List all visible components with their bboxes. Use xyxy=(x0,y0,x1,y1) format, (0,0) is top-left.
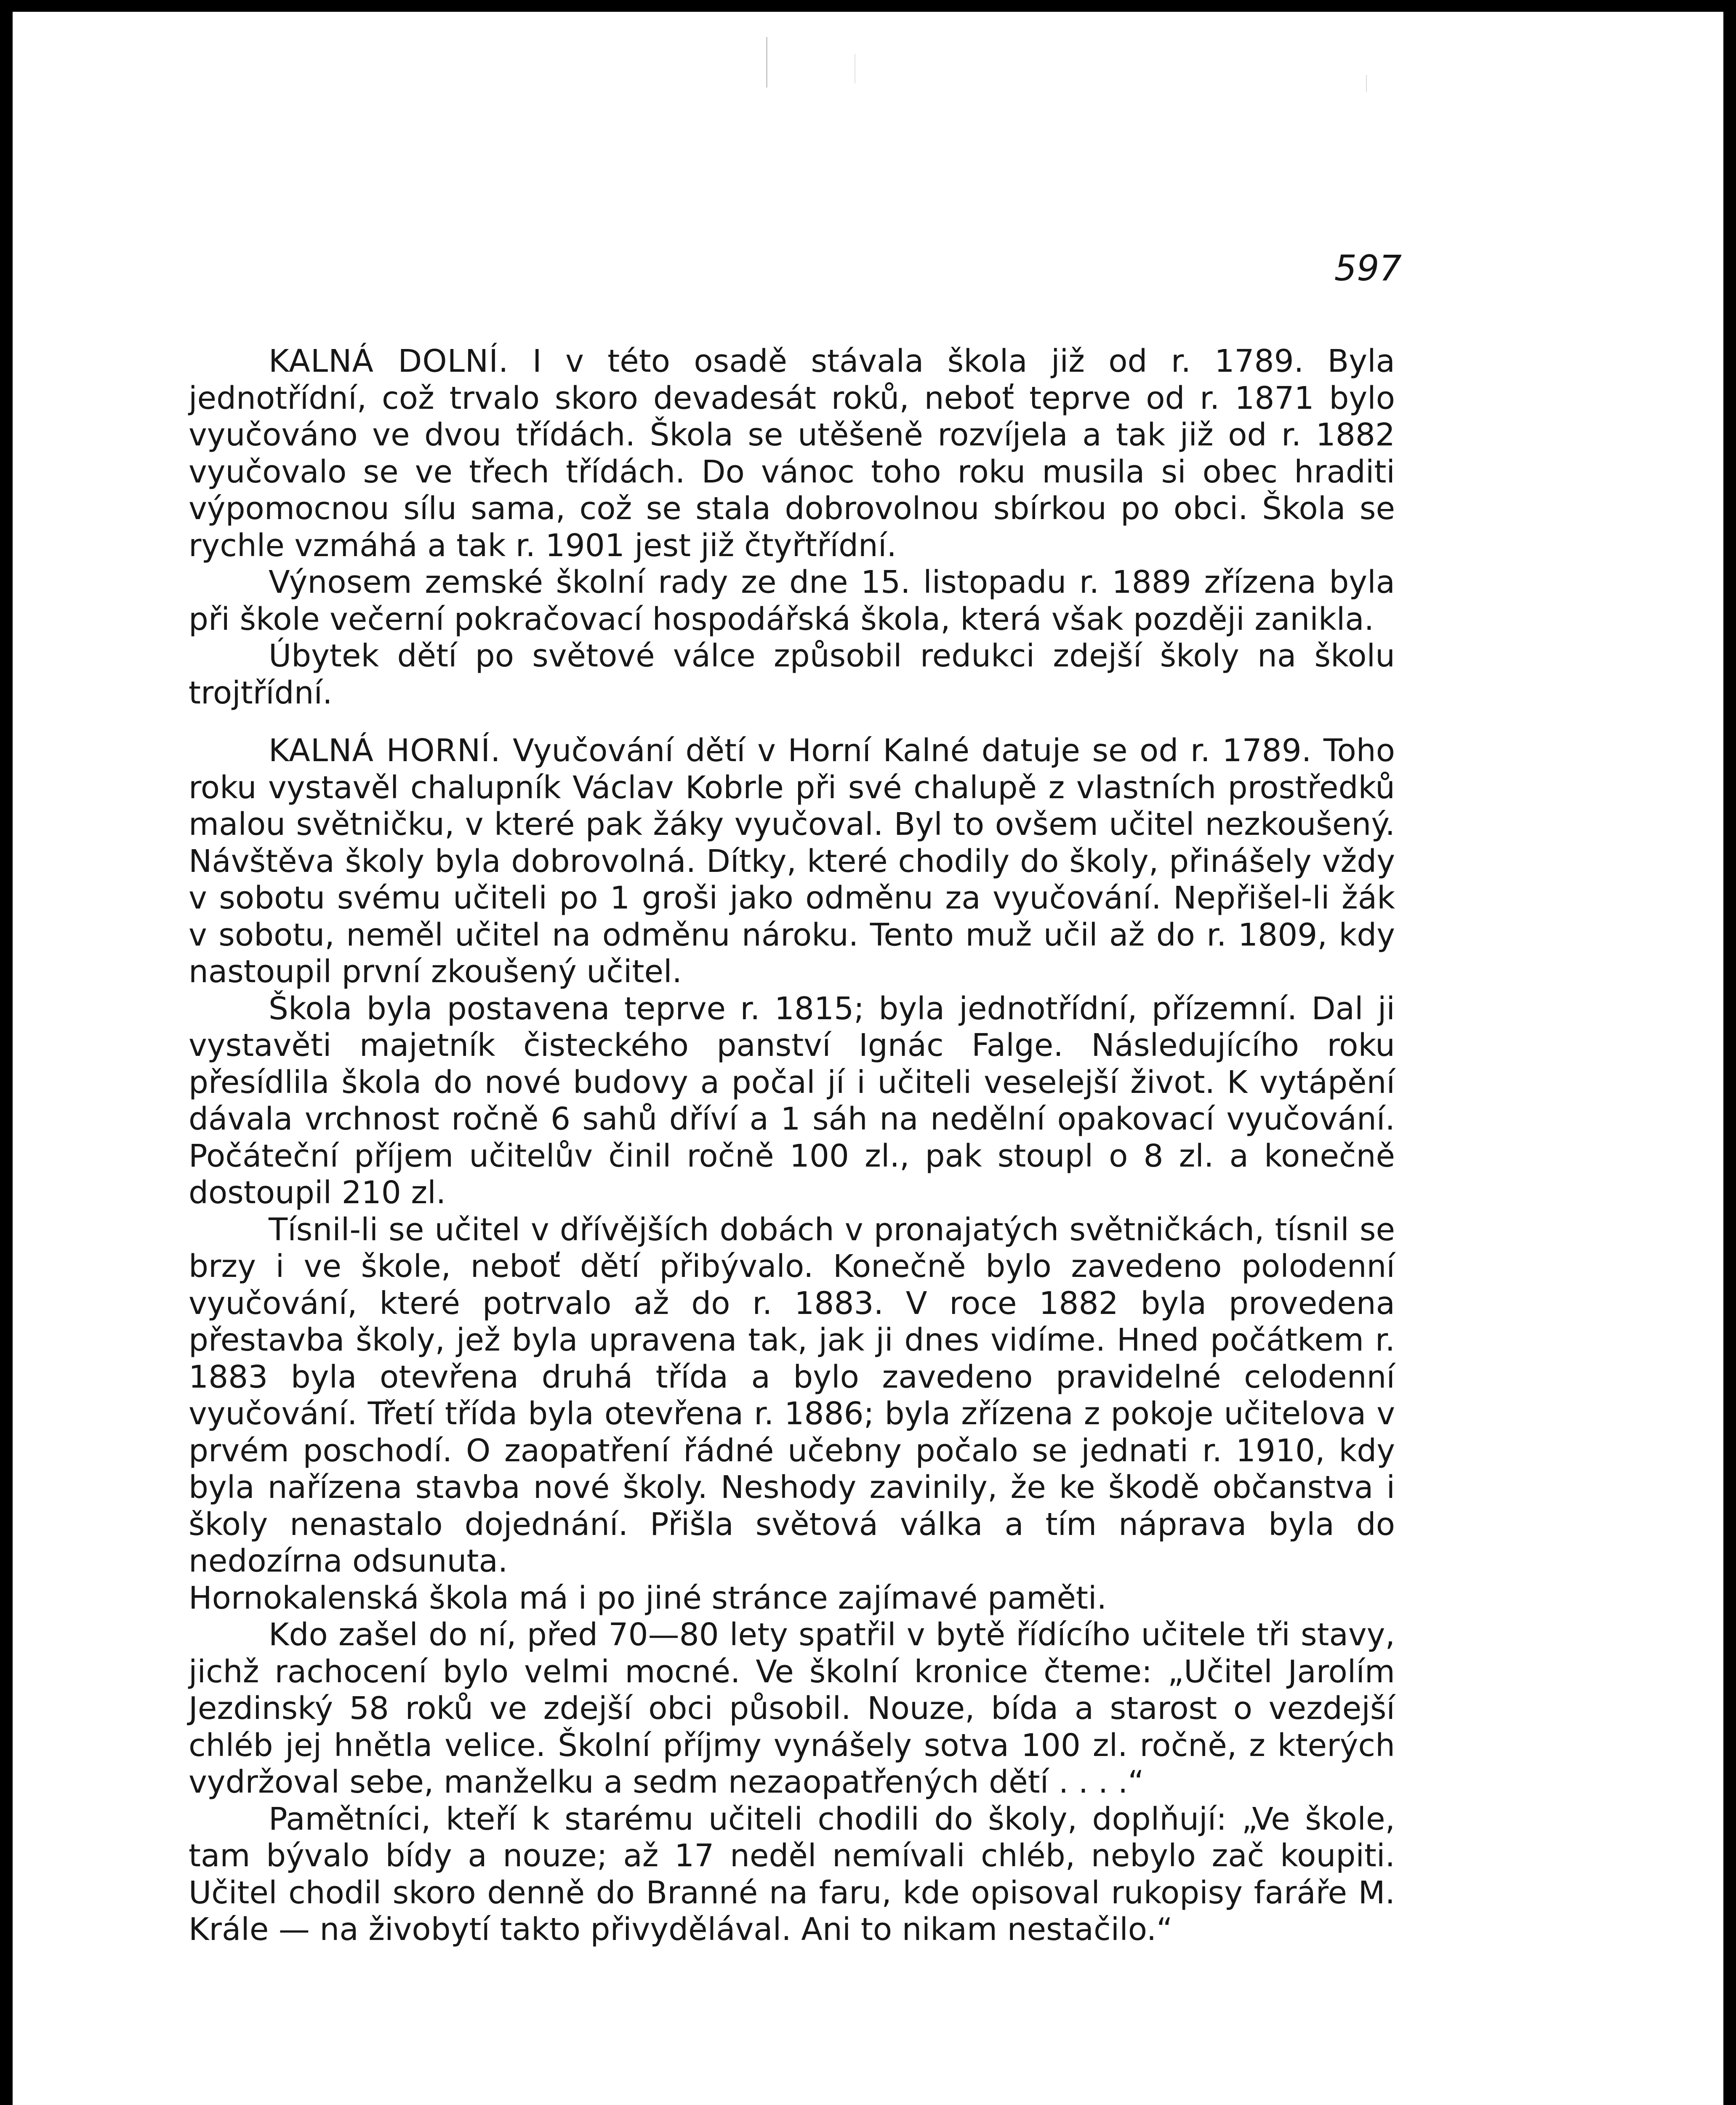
paragraph: Tísnil-li se učitel v dřívějších dobách v pronajatých světničkách, tísnil se brzy i ve škole, neboť dětí přibývalo. Konečně bylo zavedeno polodenní vyučování, které potrvalo až do r. 1883. V roce 1882 byla provedena přestavba školy, jež byla upravena tak, jak ji dnes vidíme. Hned počátkem r. 1883 byla otevřena druhá třída a bylo zavedeno pravidelné celodenní vyučování. Třetí třída byla otevřena r. 1886; byla zřízena z pokoje učitelova v prvém poschodí. O zaopatření řádné učebny počalo se jednati r. 1910, kdy byla nařízena stavba nové školy. Neshody zavinily, že ke škodě občanstva i školy nenastalo dojednání. Přišla světová válka a tím náprava byla do nedozírna odsunuta. xyxy=(189,1211,1395,1579)
paragraph: Úbytek dětí po světové válce způsobil redukci zdejší školy na školu trojtřídní. xyxy=(189,638,1395,711)
section-heading-kalna-horni: KALNÁ HORNÍ. xyxy=(269,733,501,769)
scan-mark-top xyxy=(766,37,767,88)
paragraph: Pamětníci, kteří k starému učiteli chodili do školy, doplňují: „Ve škole, tam bývalo bídy a nouze; až 17 neděl nemívali chléb, nebylo zač koupiti. Učitel chodil skoro denně do Branné na faru, kde opisoval rukopisy faráře M. Krále — na živobytí takto přivydělával. Ani to nikam nestačilo.“ xyxy=(189,1801,1395,1948)
article-text xyxy=(189,343,1395,1948)
scan-mark-right xyxy=(1366,75,1367,92)
paragraph: Škola byla postavena teprve r. 1815; byla jednotřídní, přízemní. Dal ji vystavěti majetník čisteckého panství Ignác Falge. Následujícího roku přesídlila škola do nové budovy a počal jí i učiteli veselejší život. K vytápění dávala vrchnost ročně 6 sahů dříví a 1 sáh na nedělní opakovací vyučování. Počáteční příjem učitelův činil ročně 100 zl., pak stoupl o 8 zl. a konečně dostoupil 210 zl. xyxy=(189,990,1395,1211)
paragraph-text: I v této osadě stávala škola již od r. 1789. Byla jednotřídní, což trvalo skoro devadesát roků, neboť teprve od r. 1871 bylo vyučováno ve dvou třídách. Škola se utěšeně rozvíjela a tak již od r. 1882 vyučovalo se ve třech třídách. Do vánoc toho roku musila si obec hraditi výpomocnou sílu sama, což se stala dobrovolnou sbírkou po obci. Škola se rychle vzmáhá a tak r. 1901 jest již čtyřtřídní. xyxy=(189,343,1395,564)
paragraph: Hornokalenská škola má i po jiné stránce zajímavé paměti. xyxy=(189,1580,1107,1616)
paragraph xyxy=(189,343,1395,564)
section-heading-kalna-dolni: KALNÁ DOLNÍ. xyxy=(269,343,509,379)
paragraph: Výnosem zemské školní rady ze dne 15. listopadu r. 1889 zřízena byla při škole večerní pokračovací hospodářská škola, která však později zanikla. xyxy=(189,564,1395,637)
paragraph-text: Vyučování dětí v Horní Kalné datuje se od r. 1789. Toho roku vystavěl chalupník Václav Kobrle při své chalupě z vlastních prostředků malou světničku, v které pak žáky vyučoval. Byl to ovšem učitel nezkoušený. Návštěva školy byla dobrovolná. Dítky, které chodily do školy, přinášely vždy v sobotu svému učiteli po 1 groši jako odměnu za vyučování. Nepřišel-li žák v sobotu, neměl učitel na odměnu nároku. Tento muž učil až do r. 1809, kdy nastoupil první zkoušený učitel. xyxy=(189,733,1395,990)
paragraph xyxy=(189,733,1395,991)
paragraph: Kdo zašel do ní, před 70—80 lety spatřil v bytě řídícího učitele tři stavy, jichž rachocení bylo velmi mocné. Ve školní kronice čteme: „Učitel Jarolím Jezdinský 58 roků ve zdejší obci působil. Nouze, bída a starost o vezdejší chléb jej hnětla velice. Školní příjmy vynášely sotva 100 zl. ročně, z kterých vydržoval sebe, manželku a sedm nezaopatřených dětí . . . .“ xyxy=(189,1617,1395,1800)
page-number: 597 xyxy=(1334,248,1402,289)
